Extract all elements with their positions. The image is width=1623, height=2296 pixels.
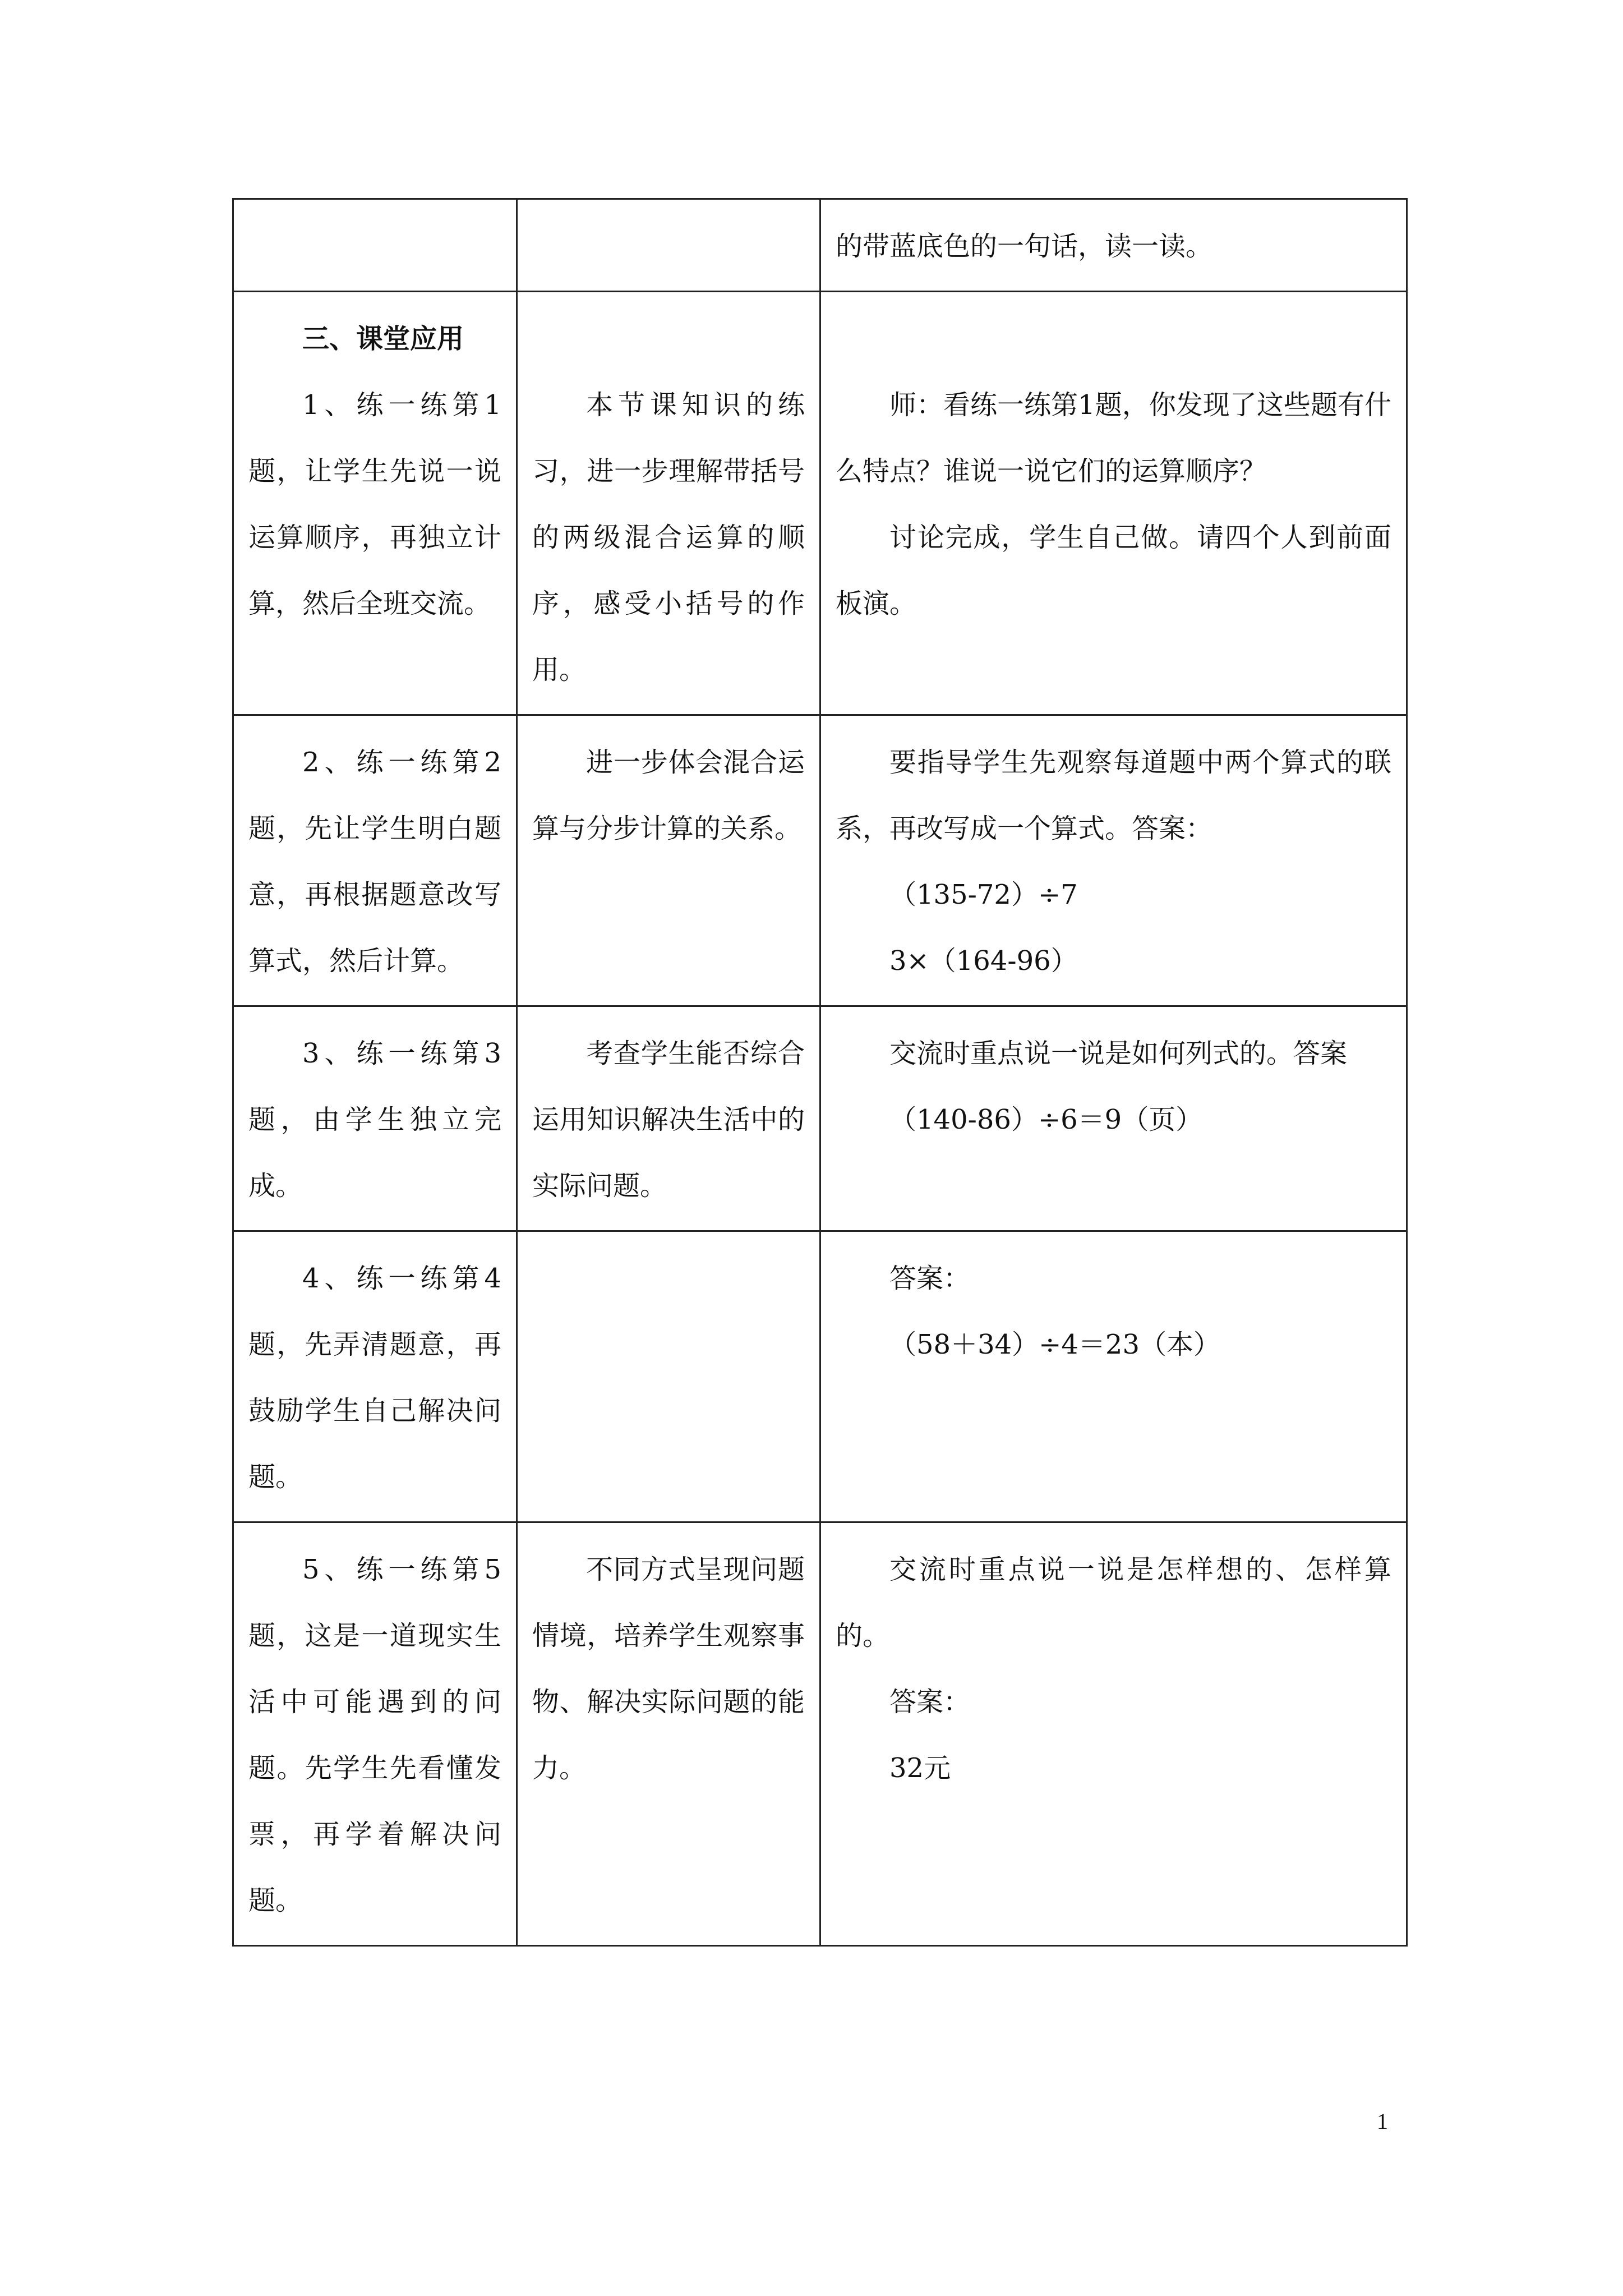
cell-paragraph: 5、练一练第5题，这是一道现实生活中可能遇到的问题。先学生先看懂发票，再学着解决问题。 (248, 1554, 501, 1916)
table-cell-intent (517, 1522, 820, 1946)
table-cell-process (233, 292, 517, 715)
table-cell-notes (820, 1522, 1407, 1946)
cell-paragraph: 交流时重点说一说是如何列式的。答案 (889, 1038, 1348, 1069)
table-row (233, 1006, 1407, 1231)
cell-paragraph: 考查学生能否综合运用知识解决生活中的实际问题。 (532, 1038, 805, 1202)
cell-paragraph: 讨论完成，学生自己做。请四个人到前面板演。 (836, 522, 1391, 619)
table-cell-notes (820, 1231, 1407, 1522)
cell-paragraph: 1、练一练第1题，让学生先说一说运算顺序，再独立计算，然后全班交流。 (248, 389, 501, 619)
table-cell-process (233, 1231, 517, 1522)
table-cell-intent (517, 199, 820, 292)
table-cell-process (233, 1522, 517, 1946)
table-cell-process (233, 715, 517, 1006)
table-cell-intent (517, 1231, 820, 1522)
table-cell-intent (517, 292, 820, 715)
table-cell-process (233, 1006, 517, 1231)
cell-paragraph: 师：看练一练第1题，你发现了这些题有什么特点？谁说一说它们的运算顺序？ (836, 389, 1391, 487)
table-cell-process (233, 199, 517, 292)
cell-paragraph: 不同方式呈现问题情境，培养学生观察事物、解决实际问题的能力。 (532, 1554, 805, 1784)
answer-expression: 32元 (889, 1752, 951, 1784)
table-row (233, 715, 1407, 1006)
table-row (233, 199, 1407, 292)
cell-paragraph: 交流时重点说一说是怎样想的、怎样算的。 (836, 1554, 1391, 1651)
answer-expression: （140-86）÷6＝9（页） (889, 1104, 1203, 1135)
cell-paragraph: 2、练一练第2题，先让学生明白题意，再根据题意改写算式，然后计算。 (248, 747, 501, 977)
cell-paragraph: 4、练一练第4题，先弄清题意，再鼓励学生自己解决问题。 (248, 1263, 501, 1493)
answer-expression: 3×（164-96） (889, 945, 1078, 977)
table-cell-intent (517, 1006, 820, 1231)
page-number: 1 (1377, 2109, 1388, 2134)
answer-expression: （135-72）÷7 (889, 879, 1078, 910)
lesson-plan-table (232, 198, 1408, 1947)
table-cell-notes (820, 292, 1407, 715)
cell-paragraph: 答案： (889, 1263, 971, 1294)
table-row (233, 292, 1407, 715)
table-cell-notes (820, 199, 1407, 292)
answer-expression: （58＋34）÷4＝23（本） (889, 1329, 1220, 1360)
table-cell-notes (820, 1006, 1407, 1231)
table-row (233, 1522, 1407, 1946)
cell-paragraph: 要指导学生先观察每道题中两个算式的联系，再改写成一个算式。答案： (836, 747, 1391, 844)
table-cell-notes (820, 715, 1407, 1006)
cell-paragraph: 答案： (889, 1686, 971, 1718)
cell-paragraph: 的带蓝底色的一句话，读一读。 (836, 231, 1213, 262)
table-cell-intent (517, 715, 820, 1006)
cell-paragraph: 本节课知识的练习，进一步理解带括号的两级混合运算的顺序，感受小括号的作用。 (532, 389, 805, 685)
cell-paragraph: 3、练一练第3题，由学生独立完成。 (248, 1038, 501, 1202)
cell-paragraph: 进一步体会混合运算与分步计算的关系。 (532, 747, 805, 844)
section-heading: 三、课堂应用 (302, 323, 464, 355)
table-row (233, 1231, 1407, 1522)
